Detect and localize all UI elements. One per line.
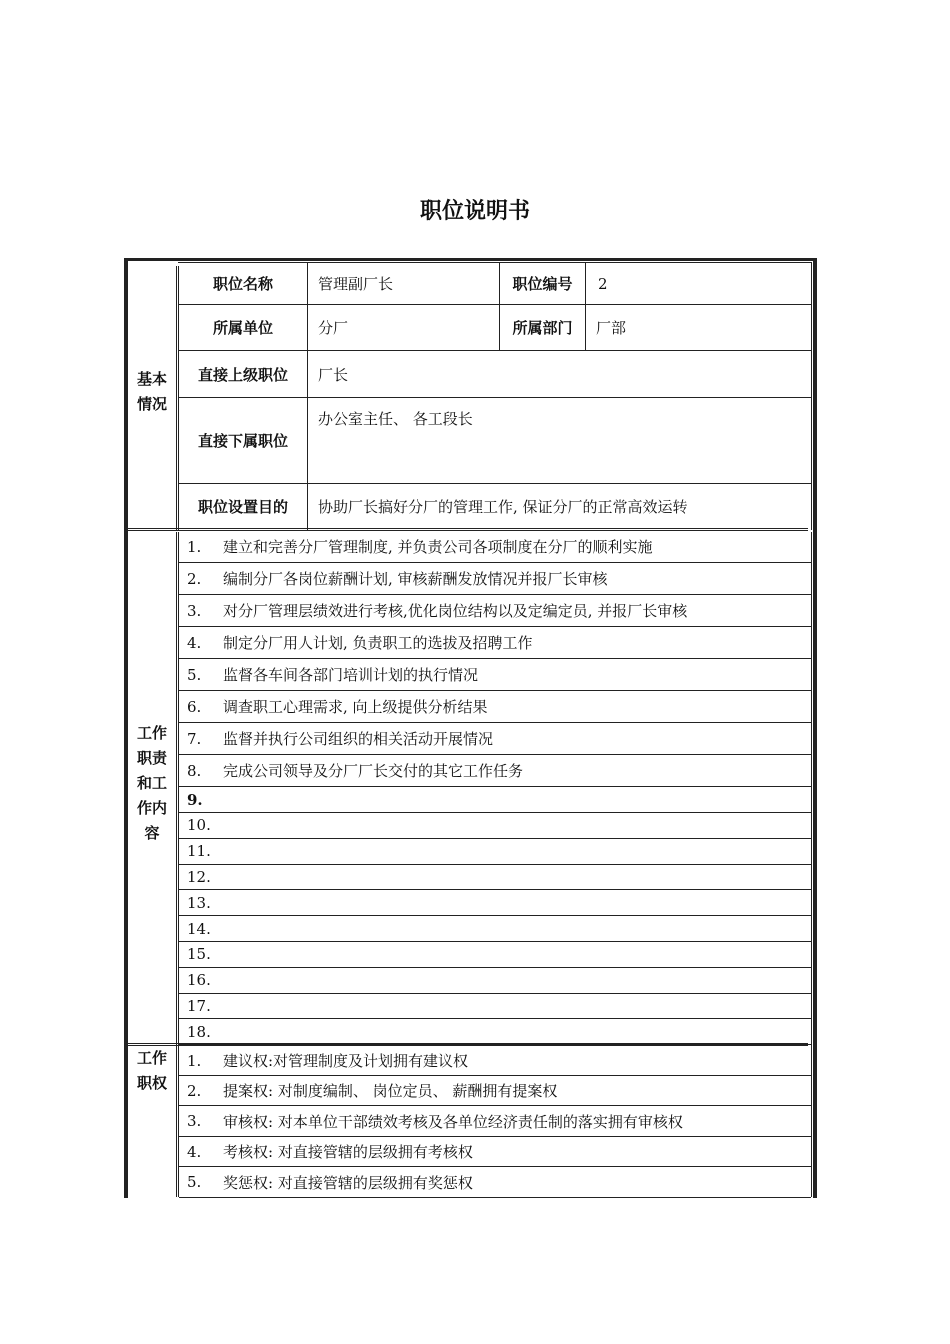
item-number: 13.	[187, 893, 211, 912]
item-number: 17.	[187, 996, 211, 1015]
list-item	[179, 993, 811, 1018]
item-text: 建立和完善分厂管理制度, 并负责公司各项制度在分厂的顺利实施	[223, 538, 653, 556]
item-number: 3.	[187, 601, 202, 620]
item-text: 完成公司领导及分厂厂长交付的其它工作任务	[223, 762, 524, 780]
item-text: 调查职工心理需求, 向上级提供分析结果	[223, 698, 488, 716]
item-number: 4.	[187, 1142, 202, 1161]
row-divider	[179, 1197, 811, 1198]
list-item	[179, 1076, 811, 1105]
divider	[811, 532, 812, 1197]
item-number: 8.	[187, 761, 202, 780]
subordinate-value: 办公室主任、 各工段长	[318, 409, 473, 428]
item-number: 7.	[187, 729, 202, 748]
section-basic-label	[128, 367, 176, 417]
position-name-value: 管理副厂长	[318, 275, 394, 293]
subordinate-label: 直接下属职位	[197, 432, 288, 450]
divider	[176, 532, 177, 1197]
list-item	[179, 1107, 811, 1136]
item-number: 1.	[187, 1051, 202, 1070]
divider	[811, 262, 812, 530]
list-item	[179, 968, 811, 993]
section-label-line: 容	[144, 824, 160, 842]
item-number: 14.	[187, 919, 211, 938]
list-item	[179, 787, 811, 812]
item-number: 15.	[187, 945, 211, 964]
section-authority-label	[128, 1046, 176, 1096]
list-item	[179, 1137, 811, 1166]
list-item	[179, 627, 811, 658]
item-text: 考核权: 对直接管辖的层级拥有考核权	[223, 1143, 473, 1162]
list-item	[179, 659, 811, 690]
section-label-line: 情况	[136, 395, 167, 413]
section-label-line: 工作	[136, 1049, 167, 1067]
dept-value: 厂部	[596, 319, 627, 337]
item-number: 18.	[187, 1022, 211, 1041]
item-text: 奖惩权: 对直接管辖的层级拥有奖惩权	[223, 1173, 473, 1192]
item-text: 编制分厂各岗位薪酬计划, 审核薪酬发放情况并报厂长审核	[223, 570, 608, 588]
item-text: 监督各车间各部门培训计划的执行情况	[223, 666, 479, 684]
unit-value: 分厂	[318, 319, 349, 337]
list-item	[179, 864, 811, 889]
unit-label: 所属单位	[212, 319, 273, 337]
list-item	[179, 942, 811, 967]
item-number: 3.	[187, 1112, 202, 1131]
section-label-line: 基本	[136, 370, 167, 388]
item-number: 9.	[187, 790, 203, 809]
item-number: 6.	[187, 697, 202, 716]
purpose-label: 职位设置目的	[197, 497, 288, 516]
section-label-line: 职责	[136, 749, 167, 767]
superior-label: 直接上级职位	[197, 365, 288, 384]
position-name-label: 职位名称	[212, 275, 273, 293]
list-item	[179, 595, 811, 626]
section-label-line: 工作	[136, 724, 167, 742]
item-text: 提案权: 对制度编制、 岗位定员、 薪酬拥有提案权	[223, 1082, 558, 1101]
item-number: 16.	[187, 971, 211, 990]
list-item	[179, 723, 811, 754]
list-item	[179, 531, 811, 562]
section-duties-label	[128, 721, 176, 846]
list-item	[179, 813, 811, 838]
section-label-line: 作内	[136, 799, 167, 817]
purpose-value: 协助厂长搞好分厂的管理工作, 保证分厂的正常高效运转	[318, 497, 688, 516]
item-number: 5.	[187, 665, 202, 684]
list-item	[179, 563, 811, 594]
list-item	[179, 916, 811, 941]
section-label-line: 职权	[136, 1074, 167, 1092]
dept-label: 所属部门	[512, 319, 573, 337]
list-item	[179, 890, 811, 915]
item-text: 监督并执行公司组织的相关活动开展情况	[223, 730, 494, 748]
item-text: 审核权: 对本单位干部绩效考核及各单位经济责任制的落实拥有审核权	[223, 1112, 683, 1131]
item-number: 2.	[187, 569, 202, 588]
item-number: 2.	[187, 1081, 202, 1100]
item-number: 1.	[187, 537, 202, 556]
item-number: 12.	[187, 867, 211, 886]
list-item	[179, 1046, 811, 1075]
item-number: 5.	[187, 1173, 202, 1192]
superior-value: 厂长	[318, 365, 349, 384]
section-label-line: 和工	[136, 774, 167, 792]
item-number: 4.	[187, 633, 202, 652]
item-text: 制定分厂用人计划, 负责职工的选拔及招聘工作	[223, 634, 533, 652]
list-item	[179, 1168, 811, 1197]
list-item	[179, 1019, 811, 1044]
item-number: 10.	[187, 816, 211, 835]
list-item	[179, 691, 811, 722]
item-text: 对分厂管理层绩效进行考核,优化岗位结构以及定编定员, 并报厂长审核	[223, 602, 688, 620]
item-text: 建议权:对管理制度及计划拥有建议权	[223, 1052, 469, 1070]
item-number: 11.	[187, 842, 211, 861]
list-item	[179, 755, 811, 786]
divider	[176, 266, 177, 530]
list-item	[179, 839, 811, 864]
position-no-value: 2	[598, 274, 608, 293]
position-no-label: 职位编号	[512, 275, 573, 293]
page-title: 职位说明书	[419, 199, 530, 224]
